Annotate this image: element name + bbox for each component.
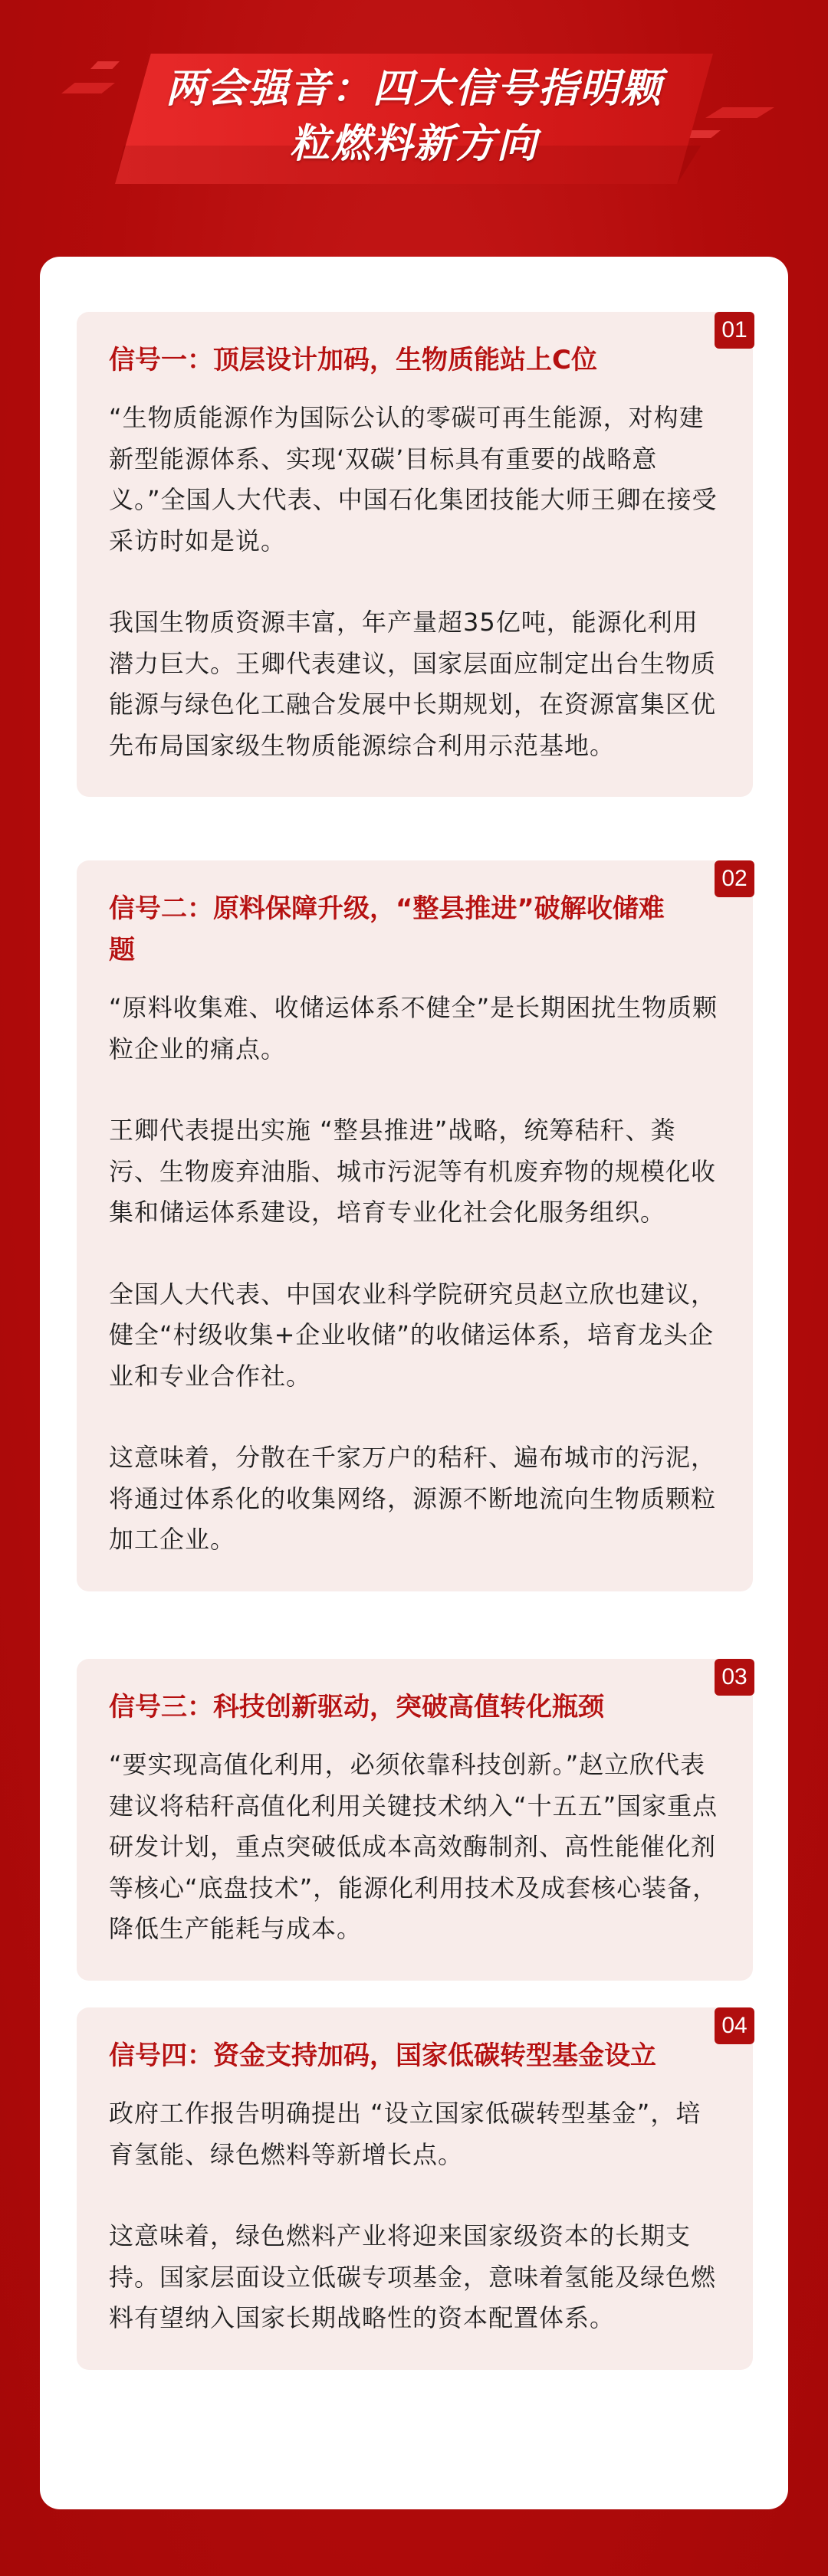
section-paragraph: “生物质能源作为国际公认的零碳可再生能源，对构建新型能源体系、实现‘双碳’目标具有重要的战略意义。”全国人大代表、中国石化集团技能大师王卿在接受采访时如是说。 [109, 403, 718, 556]
section-number-badge: 03 [715, 1659, 754, 1696]
section-paragraph: “原料收集难、收储运体系不健全”是长期困扰生物质颗粒企业的痛点。 [109, 993, 718, 1064]
section-number-badge: 04 [715, 2007, 754, 2044]
section-title: 信号二：原料保障升级，“整县推进”破解收储难题 [109, 893, 665, 965]
section-paragraph: 政府工作报告明确提出 “设立国家低碳转型基金”，培育氢能、绿色燃料等新增长点。 [109, 2099, 702, 2169]
section-paragraph: 我国生物质资源丰富，年产量超35亿吨，能源化利用潜力巨大。王卿代表建议，国家层面应制定出台生物质能源与绿色化工融合发展中长期规划，在资源富集区优先布局国家级生物质能源综合利用示范基地。 [109, 608, 717, 760]
signal-card-4 [77, 2007, 753, 2370]
signal-card-3 [77, 1659, 753, 1981]
content-panel [40, 257, 788, 2509]
section-paragraph: “要实现高值化利用，必须依靠科技创新。”赵立欣代表建议将秸秆高值化利用关键技术纳入“十五五”国家重点研发计划，重点突破低成本高效酶制剂、高性能催化剂等核心“底盘技术”，能源化利用技术及成套核心装备，降低生产能耗与成本。 [109, 1750, 718, 1943]
section-paragraph: 王卿代表提出实施 “整县推进”战略，统筹秸秆、粪污、生物废弃油脂、城市污泥等有机废弃物的规模化收集和储运体系建设，培育专业化社会化服务组织。 [109, 1116, 717, 1227]
header-banner [115, 54, 713, 184]
section-title: 信号四：资金支持加码，国家低碳转型基金设立 [109, 2040, 656, 2071]
section-title: 信号一：顶层设计加码，生物质能站上C位 [109, 345, 597, 375]
section-number-badge: 01 [715, 312, 754, 349]
section-title: 信号三：科技创新驱动，突破高值转化瓶颈 [109, 1692, 604, 1722]
section-paragraph: 这意味着，分散在千家万户的秸秆、遍布城市的污泥，将通过体系化的收集网络，源源不断地流向生物质颗粒加工企业。 [109, 1443, 717, 1554]
section-paragraph: 全国人大代表、中国农业科学院研究员赵立欣也建议，健全“村级收集+企业收储”的收储运体系，培育龙头企业和专业合作社。 [109, 1279, 717, 1391]
signal-card-1 [77, 312, 753, 797]
section-number-badge: 02 [715, 860, 754, 897]
section-paragraph: 这意味着，绿色燃料产业将迎来国家级资本的长期支持。国家层面设立低碳专项基金，意味着氢能及绿色燃料有望纳入国家长期战略性的资本配置体系。 [109, 2221, 717, 2332]
signal-card-2 [77, 860, 753, 1591]
page-title: 两会强音：四大信号指明颗粒燃料新方向 [165, 65, 662, 167]
